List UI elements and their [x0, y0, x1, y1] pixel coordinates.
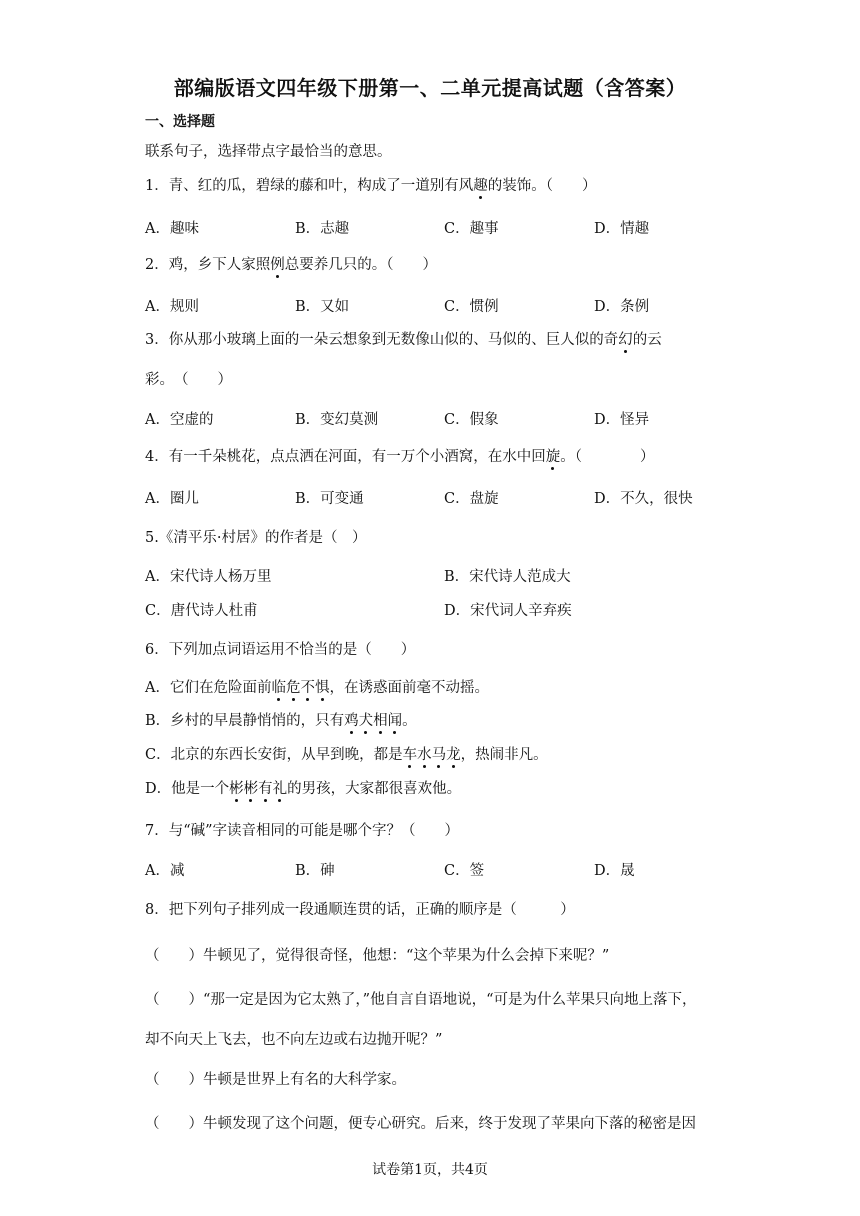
dotted-char: 旋	[545, 449, 561, 465]
dotted-char: 马	[431, 747, 447, 763]
dotted-char: 例	[270, 257, 285, 273]
dotted-char: 水	[417, 747, 432, 763]
q7-option-b: B．砷	[295, 863, 335, 879]
q4-option-a: A．圈儿	[145, 491, 199, 507]
q1-option-d: D．情趣	[594, 221, 650, 237]
dotted-char: 危	[285, 680, 301, 696]
q8-sentence-1: （ ）牛顿见了，觉得很奇怪，他想：“这个苹果为什么会掉下来呢？”	[145, 948, 610, 964]
q8-sentence-2-continued: 却不向天上飞去，也不向左边或右边抛开呢？”	[145, 1032, 443, 1048]
question-8: 8．把下列句子排列成一段通顺连贯的话，正确的顺序是（ ）	[145, 902, 575, 918]
dotted-char: 趣	[473, 178, 488, 194]
dotted-char: 龙	[446, 747, 461, 763]
question-3-continued: 彩。 （ ）	[145, 372, 232, 388]
question-1: 1．青、红的瓜，碧绿的藤和叶，构成了一道别有风趣的装饰。（ ）	[145, 178, 597, 194]
page-footer: 试卷第1页，共4页	[372, 1162, 488, 1178]
q2-option-a: A．规则	[145, 299, 199, 315]
question-3: 3．你从那小玻璃上面的一朵云想象到无数像山似的、马似的、巨人似的奇幻的云	[145, 332, 662, 348]
q4-option-d: D．不久，很快	[594, 491, 693, 507]
instruction: 联系句子，选择带点字最恰当的意思。	[145, 144, 392, 160]
section-heading: 一、选择题	[145, 114, 215, 130]
q5-option-a: A．宋代诗人杨万里	[145, 569, 272, 585]
q1-option-b: B．志趣	[295, 221, 350, 237]
q5-option-c: C．唐代诗人杜甫	[145, 603, 258, 619]
q3-option-c: C．假象	[444, 412, 499, 428]
question-5: 5.《清平乐·村居》的作者是（ ）	[145, 530, 367, 546]
dotted-char: 不	[300, 680, 315, 696]
question-6: 6．下列加点词语运用不恰当的是（ ）	[145, 642, 416, 658]
dotted-char: 车	[402, 747, 418, 763]
dotted-char: 有	[258, 781, 273, 797]
dotted-char: 临	[271, 680, 286, 696]
dotted-char: 礼	[272, 781, 288, 797]
q7-option-d: D．晟	[594, 863, 635, 879]
q4-option-b: B．可变通	[295, 491, 364, 507]
q8-sentence-3: （ ）牛顿是世界上有名的大科学家。	[145, 1072, 406, 1088]
question-7: 7．与“碱”字读音相同的可能是哪个字？（ ）	[145, 823, 460, 839]
q3-option-d: D．怪异	[594, 412, 650, 428]
q6-option-a: A．它们在危险面前临危不惧，在诱惑面前毫不动摇。	[145, 680, 489, 696]
q6-option-c: C．北京的东西长安街，从早到晚，都是车水马龙，热闹非凡。	[145, 747, 548, 763]
dotted-char: 幻	[618, 332, 633, 348]
dotted-char: 鸡	[344, 713, 359, 729]
q8-sentence-2: （ ）“那一定是因为它太熟了，”他自言自语地说，“可是为什么苹果只向地上落下，	[145, 992, 697, 1008]
q1-option-a: A．趣味	[145, 221, 199, 237]
q5-option-d: D．宋代词人辛弃疾	[444, 603, 572, 619]
q7-option-c: C．签	[444, 863, 485, 879]
q2-option-b: B．又如	[295, 299, 350, 315]
q2-option-c: C．惯例	[444, 299, 499, 315]
question-4: 4．有一千朵桃花，点点洒在河面，有一万个小酒窝，在水中回旋。（ ）	[145, 449, 655, 465]
dotted-char: 彬	[229, 781, 244, 797]
q1-option-c: C．趣事	[444, 221, 499, 237]
q6-option-d: D．他是一个彬彬有礼的男孩，大家都很喜欢他。	[145, 781, 462, 797]
page-title: 部编版语文四年级下册第一、二单元提高试题（含答案）	[173, 76, 687, 100]
dotted-char: 彬	[243, 781, 259, 797]
q3-option-a: A．空虚的	[145, 412, 214, 428]
q7-option-a: A．减	[145, 863, 185, 879]
q2-option-d: D．条例	[594, 299, 650, 315]
question-2: 2．鸡，乡下人家照例总要养几只的。（ ）	[145, 257, 437, 273]
dotted-char: 惧	[314, 680, 330, 696]
q8-sentence-4: （ ）牛顿发现了这个问题，便专心研究。后来，终于发现了苹果向下落的秘密是因	[145, 1116, 696, 1132]
q5-option-b: B．宋代诗人范成大	[444, 569, 571, 585]
dotted-char: 相	[373, 713, 388, 729]
dotted-char: 闻	[387, 713, 403, 729]
q6-option-b: B．乡村的早晨静悄悄的，只有鸡犬相闻。	[145, 713, 417, 729]
q3-option-b: B．变幻莫测	[295, 412, 379, 428]
dotted-char: 犬	[358, 713, 374, 729]
q4-option-c: C．盘旋	[444, 491, 499, 507]
